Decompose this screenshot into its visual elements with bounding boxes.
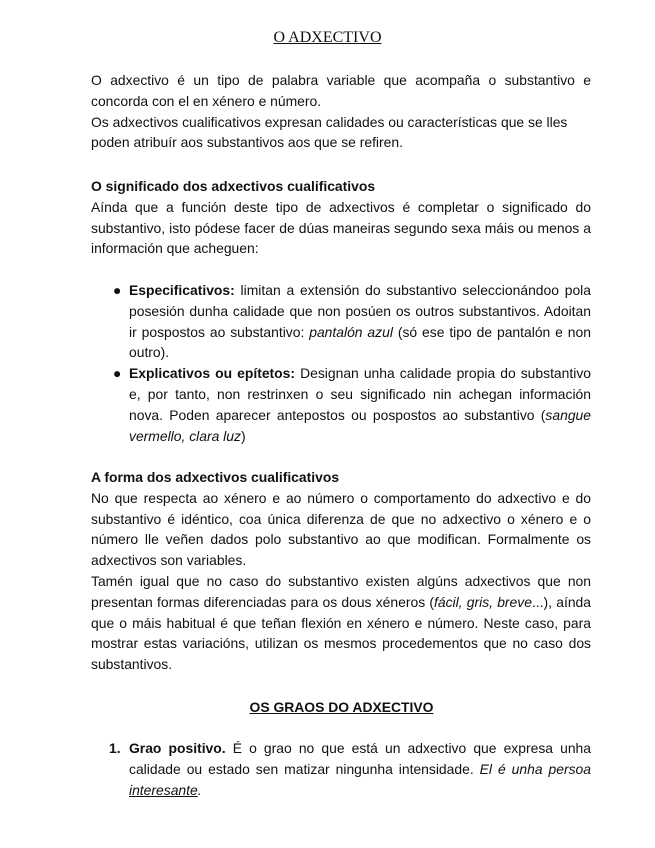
example-explicativos: sangue vermello, clara luz [129, 406, 591, 444]
bullet-icon: ● [113, 281, 122, 298]
list-item-grao-positivo [91, 738, 591, 800]
definition-explicativos: Designan unha calidade propia do substantivo e, por tanto, non restrinxen o seu significado nin achegan información nova. Poden aparecer antepostos ou pospostos ao substantivo ( [129, 365, 592, 423]
form-examples: fácil, gris, breve [433, 593, 532, 610]
form-paragraph-2-end: ...), aínda que o máis habitual é que teñan flexión en xénero e número. Neste caso, para mostrar estas variacións, utilizan os mesmos procedementos que no caso dos substantivos. [91, 593, 592, 673]
definition-grao-positivo: É o grao no que está un adxectivo que expresa unha calidade ou estado sen matizar ningunha intensidade. [129, 740, 592, 777]
note-especificativos: (só ese tipo de pantalón e non outro). [129, 323, 591, 361]
document-title: O ADXECTIVO [273, 29, 382, 46]
list-item-explicativos [91, 363, 591, 446]
example-especificativos: pantalón azul [309, 323, 393, 340]
note-explicativos: ) [240, 427, 246, 444]
form-paragraph-2-start: Tamén igual que no caso do substantivo existen algúns adxectivos que non presentan formas diferenciadas para os dous xéneros ( [91, 572, 591, 610]
form-paragraph-1: No que respecta ao xénero e ao número o comportamento do adxectivo e do substantivo é idéntico, coa única diferenza de que no adxectivo o xénero e o número lle veñen dados polo substantivo ao que modifican. Formalmente os adxectivos son variables. [91, 489, 591, 569]
intro-paragraph-1: O adxectivo é un tipo de palabra variable que acompaña o substantivo e concorda con el en xénero e número. [91, 72, 591, 109]
intro-paragraph-2: Os adxectivos cualificativos expresan calidades ou características que se lles poden atribuír aos substantivos aos que se refiren. [91, 113, 568, 151]
example-underlined-word: interesante [129, 781, 198, 798]
example-end: . [197, 781, 202, 798]
form-paragraph-2 [91, 571, 591, 675]
grades-section [91, 738, 591, 800]
form-heading: A forma dos adxectivos cualificativos [91, 469, 340, 485]
term-grao-positivo: Grao positivo. [129, 740, 226, 756]
meaning-list [91, 280, 591, 446]
term-explicativos: Explicativos ou epítetos: [129, 365, 296, 382]
bullet-icon: ● [113, 365, 122, 382]
meaning-section [91, 176, 591, 446]
grades-heading: OS GRAOS DO ADXECTIVO [249, 699, 434, 715]
term-especificativos: Especificativos: [129, 281, 235, 298]
grades-list [91, 738, 591, 800]
intro-section [91, 70, 591, 153]
meaning-paragraph: Aínda que a función deste tipo de adxectivos é completar o significado do substantivo, isto pódese facer de dúas maneiras segundo sexa máis ou menos a información que acheguen: [91, 198, 591, 257]
meaning-heading: O significado dos adxectivos cualificativos [91, 178, 376, 194]
example-start: El é unha persoa [479, 760, 591, 777]
item-number: 1. [109, 740, 121, 756]
definition-especificativos: limitan a extensión do substantivo seleccionándoo pola posesión dunha calidade que non posúen os outros substantivos. Adoitan ir pospostos ao substantivo: [129, 281, 591, 340]
form-section [91, 467, 591, 675]
list-item-especificativos [91, 280, 591, 363]
